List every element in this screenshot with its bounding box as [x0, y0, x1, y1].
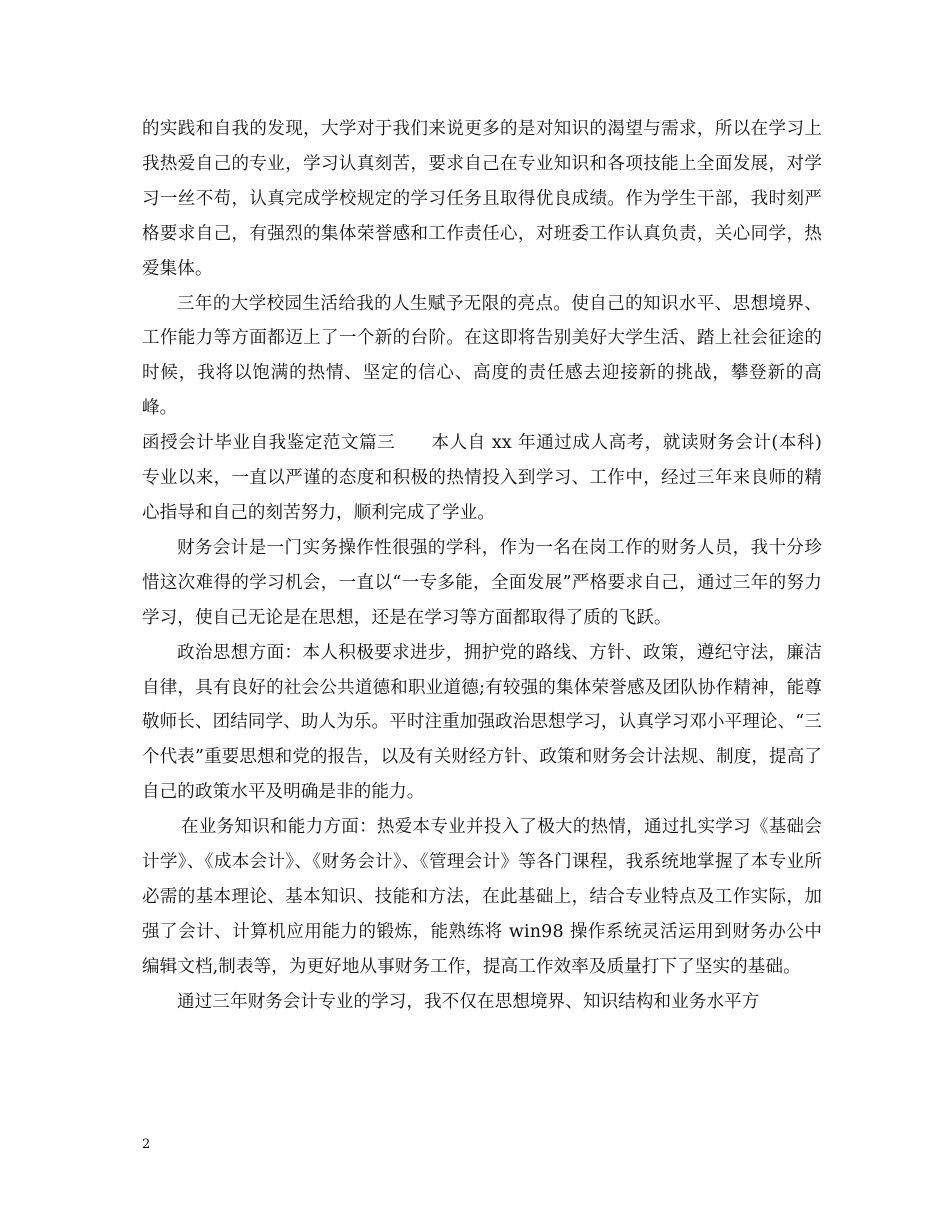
paragraph-5: 政治思想方面：本人积极要求进步，拥护党的路线、方针、政策，遵纪守法，廉洁自律，具有良好的社会公共道德和职业道德;有较强的集体荣誉感及团队协作精神，能尊敬师长、团结同学、助人为乐。平时注重加强政治思想学习，认真学习邓小平理论、“三个代表”重要思想和党的报告，以及有关财经方针、政策和财务会计法规、制度，提高了自己的政策水平及明确是非的能力。: [142, 642, 822, 803]
paragraph-4: 财务会计是一门实务操作性很强的学科，作为一名在岗工作的财务人员，我十分珍惜这次难得的学习机会，一直以“一专多能，全面发展”严格要求自己，通过三年的努力学习，使自己无论是在思想，还是在学习等方面都取得了质的飞跃。: [142, 537, 822, 628]
document-body: [142, 112, 822, 1020]
paragraph-7: 通过三年财务会计专业的学习，我不仅在思想境界、知识结构和业务水平方: [177, 991, 760, 1012]
paragraph-1: 的实践和自我的发现，大学对于我们来说更多的是对知识的渴望与需求，所以在学习上我热爱自己的专业，学习认真刻苦，要求自己在专业知识和各项技能上全面发展，对学习一丝不苟，认真完成学校规定的学习任务且取得优良成绩。作为学生干部，我时刻严格要求自己，有强烈的集体荣誉感和工作责任心，对班委工作认真负责，关心同学，热爱集体。: [142, 119, 822, 279]
page-number: 2: [142, 1137, 151, 1152]
paragraph-2: 三年的大学校园生活给我的人生赋予无限的亮点。使自己的知识水平、思想境界、工作能力等方面都迈上了一个新的台阶。在这即将告别美好大学生活、踏上社会征途的时候，我将以饱满的热情、坚定的信心、高度的责任感去迎接新的挑战，攀登新的高峰。: [142, 293, 822, 419]
paragraph-6: 在业务知识和能力方面：热爱本专业并投入了极大的热情，通过扎实学习《基础会计学》、《成本会计》、《财务会计》、《管理会计》等各门课程，我系统地掌握了本专业所必需的基本理论、基本知识、技能和方法，在此基础上，结合专业特点及工作实际，加强了会计、计算机应用能力的锻炼，能熟练将 win98 操作系统灵活运用到财务办公中编辑文档,制表等，为更好地从事财务工作，提高工作效率及质量打下了坚实的基础。: [142, 817, 822, 977]
paragraph-3: 函授会计毕业自我鉴定范文篇三 本人自 xx 年通过成人高考，就读财务会计(本科)专业以来，一直以严谨的态度和积极的热情投入到学习、工作中，经过三年来良师的精心指导和自己的刻苦努力，顺利完成了学业。: [142, 433, 822, 523]
